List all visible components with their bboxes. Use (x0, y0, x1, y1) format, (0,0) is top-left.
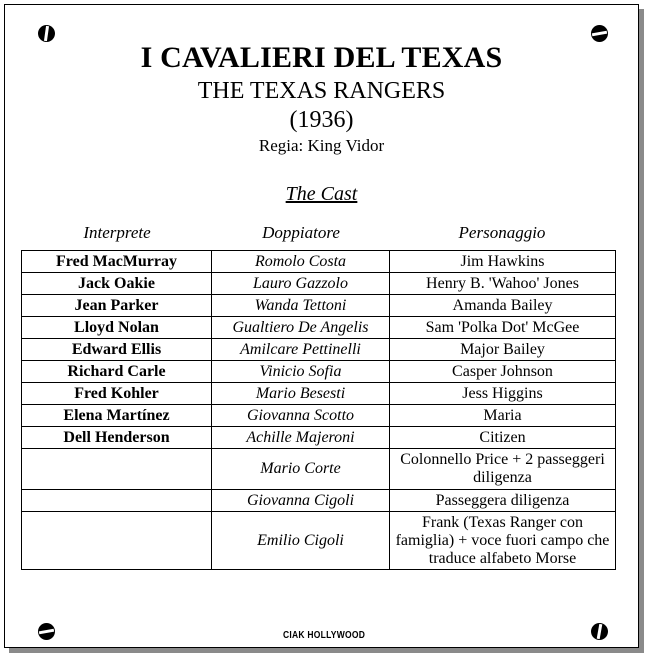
character-cell: Jess Higgins (390, 383, 616, 405)
character-cell: Amanda Bailey (390, 295, 616, 317)
character-cell: Henry B. 'Wahoo' Jones (390, 273, 616, 295)
voice-actor-cell: Mario Corte (212, 449, 390, 490)
actor-cell (22, 449, 212, 490)
table-row (22, 383, 616, 405)
character-cell: Citizen (390, 427, 616, 449)
actor-cell: Fred Kohler (22, 383, 212, 405)
table-row (22, 405, 616, 427)
actor-cell (22, 490, 212, 512)
cast-table (21, 250, 616, 570)
table-row (22, 361, 616, 383)
column-header-role: Personaggio (458, 223, 546, 242)
voice-actor-cell: Romolo Costa (212, 251, 390, 273)
release-year: (1936) (289, 107, 354, 133)
voice-actor-cell: Achille Majeroni (212, 427, 390, 449)
voice-actor-cell: Lauro Gazzolo (212, 273, 390, 295)
ciak-hollywood-logo: CIAK HOLLYWOOD (283, 630, 366, 641)
screw-icon (591, 623, 608, 640)
table-row (22, 295, 616, 317)
voice-actor-cell: Vinicio Sofia (212, 361, 390, 383)
actor-cell (22, 512, 212, 570)
voice-actor-cell: Wanda Tettoni (212, 295, 390, 317)
table-row (22, 339, 616, 361)
original-title: THE TEXAS RANGERS (197, 78, 446, 104)
director-credit: Regia: King Vidor (258, 136, 385, 155)
actor-cell: Fred MacMurray (22, 251, 212, 273)
table-row (22, 273, 616, 295)
character-cell: Passeggera diligenza (390, 490, 616, 512)
character-cell: Casper Johnson (390, 361, 616, 383)
voice-actor-cell: Giovanna Cigoli (212, 490, 390, 512)
actor-cell: Elena Martínez (22, 405, 212, 427)
voice-actor-cell: Amilcare Pettinelli (212, 339, 390, 361)
screw-icon (591, 25, 608, 42)
actor-cell: Richard Carle (22, 361, 212, 383)
screw-icon (38, 25, 55, 42)
table-row (22, 490, 616, 512)
voice-actor-cell: Emilio Cigoli (212, 512, 390, 570)
actor-cell: Dell Henderson (22, 427, 212, 449)
table-row (22, 317, 616, 339)
voice-actor-cell: Giovanna Scotto (212, 405, 390, 427)
column-header-actor: Interprete (83, 223, 151, 242)
character-cell: Maria (390, 405, 616, 427)
character-cell: Colonnello Price + 2 passeggeri diligenza (390, 449, 616, 490)
actor-cell: Jack Oakie (22, 273, 212, 295)
actor-cell: Lloyd Nolan (22, 317, 212, 339)
voice-actor-cell: Gualtiero De Angelis (212, 317, 390, 339)
actor-cell: Jean Parker (22, 295, 212, 317)
italian-title: I CAVALIERI DEL TEXAS (140, 41, 503, 74)
character-cell: Sam 'Polka Dot' McGee (390, 317, 616, 339)
table-row (22, 251, 616, 273)
voice-actor-cell: Mario Besesti (212, 383, 390, 405)
character-cell: Frank (Texas Ranger con famiglia) + voce fuori campo che traduce alfabeto Morse (390, 512, 616, 570)
character-cell: Jim Hawkins (390, 251, 616, 273)
table-row (22, 427, 616, 449)
cast-plaque (4, 4, 639, 648)
column-header-voice: Doppiatore (262, 223, 340, 242)
actor-cell: Edward Ellis (22, 339, 212, 361)
table-row (22, 512, 616, 570)
cast-heading: The Cast (285, 183, 358, 205)
screw-icon (38, 623, 55, 640)
character-cell: Major Bailey (390, 339, 616, 361)
table-row (22, 449, 616, 490)
